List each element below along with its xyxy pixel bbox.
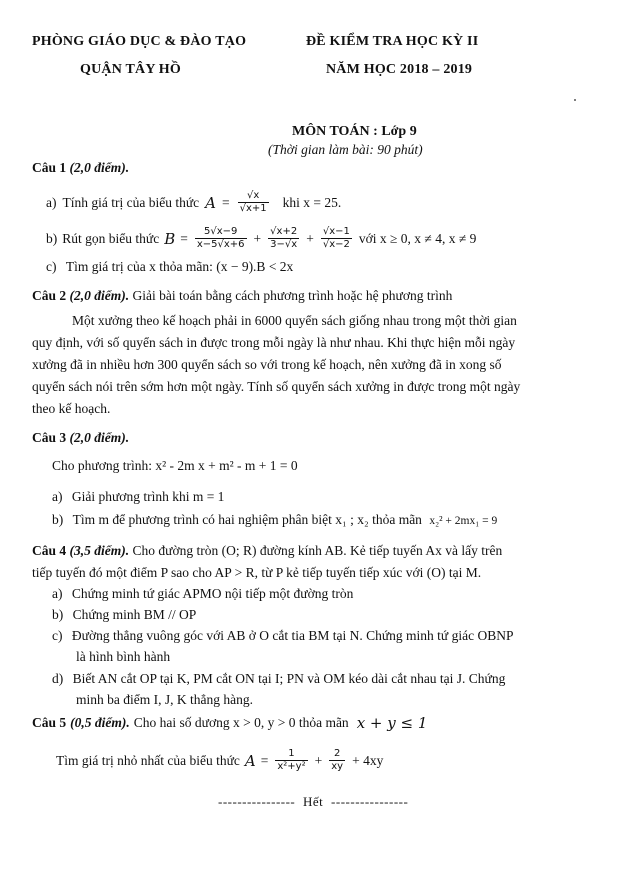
question-points: (3,5 điểm). — [69, 543, 130, 558]
school-year: NĂM HỌC 2018 – 2019 — [326, 62, 473, 77]
fraction-numerator: √x−1 — [322, 226, 350, 237]
item-text: Tìm giá trị của x thỏa mãn: (x − 9).B < 2x — [65, 259, 294, 274]
question-2-line: quy định, với số quyển sách in được trong mỗi ngày là như nhau. Khi thực hiện mỗi ngày — [32, 335, 516, 350]
question-title: Câu 3 — [32, 430, 67, 445]
question-4d-continued: minh ba điểm I, J, K thẳng hàng. — [76, 692, 253, 707]
fraction-denominator: 3−√x — [270, 239, 298, 250]
question-condition: x + y ≤ 1 — [356, 714, 428, 732]
question-4-intro-line: tiếp tuyến đó một điểm P sao cho AP > R, từ P kẻ tiếp tuyến tiếp xúc với (O) tại M. — [32, 565, 482, 580]
question-title: Câu 4 — [32, 543, 67, 558]
fraction — [195, 226, 247, 251]
fraction-numerator: 1 — [288, 748, 295, 759]
district-name: QUẬN TÂY HỒ — [80, 62, 181, 77]
question-2-line: xưởng đã in nhiều hơn 300 quyển sách so với trong kế hoạch, nên xưởng đã in xong số — [32, 357, 502, 372]
fraction-numerator: 5√x−9 — [203, 226, 238, 237]
item-label: c) — [46, 259, 57, 274]
item-text: Rút gọn biểu thức — [62, 230, 160, 246]
item-text: Tìm giá trị nhỏ nhất của biểu thức — [56, 752, 240, 768]
fraction — [268, 226, 299, 251]
plus-sign: + — [306, 230, 314, 246]
question-2-line: theo kế hoạch. — [32, 401, 111, 416]
equals-sign: = — [222, 194, 230, 210]
question-4a — [52, 586, 353, 602]
equals-sign: = — [180, 230, 188, 246]
plus-sign: + — [253, 230, 262, 246]
end-word: Hết — [303, 794, 324, 809]
speck-mark — [574, 99, 576, 101]
fraction — [321, 226, 352, 251]
department-name: PHÒNG GIÁO DỤC & ĐÀO TẠO — [32, 34, 247, 49]
item-text: Tìm m để phương trình có hai nghiệm phân biệt x₁ ; x₂ thỏa mãn — [72, 512, 422, 527]
item-label: d) — [52, 671, 64, 686]
item-label: b) — [46, 230, 58, 246]
fraction-denominator: xy — [331, 761, 344, 772]
question-2-line: quyển sách nói trên sớm hơn một ngày. Tính số quyển sách xưởng in được trong một ngày — [32, 379, 521, 394]
question-4b — [52, 607, 196, 623]
fraction — [275, 748, 307, 773]
fraction-denominator: √x−2 — [322, 239, 350, 250]
question-5-heading — [32, 714, 427, 732]
question-title: Câu 1 — [32, 160, 67, 175]
fraction-numerator: √x — [246, 190, 260, 201]
item-label: c) — [52, 628, 63, 643]
fraction — [329, 748, 345, 773]
subject-title: MÔN TOÁN : Lớp 9 — [292, 124, 417, 139]
item-condition: x₂² + 2mx₁ = 9 — [429, 515, 498, 527]
question-1b — [46, 226, 476, 251]
item-label: b) — [52, 512, 64, 527]
question-title: Câu 2 — [32, 288, 67, 303]
expression-tail: + 4xy — [352, 752, 384, 768]
question-points: (2,0 điểm). — [69, 288, 130, 303]
exam-duration: (Thời gian làm bài: 90 phút) — [268, 142, 423, 157]
question-4c — [52, 628, 513, 644]
question-4d — [52, 671, 505, 687]
question-3-equation: Cho phương trình: x² - 2m x + m² - m + 1 = 0 — [52, 458, 298, 473]
fraction-numerator: √x+2 — [270, 226, 298, 237]
question-2-line: Một xưởng theo kế hoạch phải in 6000 quyển sách giống nhau trong một thời gian — [72, 313, 517, 328]
item-text: Chứng minh BM // OP — [72, 607, 197, 622]
item-text: Biết AN cắt OP tại K, PM cắt ON tại I; PN và OM kéo dài cắt nhau tại J. Chứng — [72, 671, 506, 686]
question-points: (0,5 điểm). — [70, 715, 130, 730]
equals-sign: = — [260, 752, 269, 768]
math-variable: A — [205, 193, 216, 212]
question-intro: Cho hai số dương x > 0, y > 0 thỏa mãn — [133, 715, 349, 730]
question-4c-continued: là hình bình hành — [76, 649, 171, 664]
fraction-numerator: 2 — [333, 748, 341, 759]
end-marker — [218, 794, 408, 810]
math-variable: B — [164, 229, 176, 248]
item-label: a) — [52, 489, 63, 504]
question-3a — [52, 489, 224, 505]
question-4-heading — [32, 543, 502, 559]
item-label: a) — [46, 194, 57, 210]
question-intro: Giải bài toán bằng cách phương trình hoặc hệ phương trình — [132, 288, 453, 303]
fraction-denominator: x²+y² — [277, 761, 306, 772]
item-text: Giải phương trình khi m = 1 — [71, 489, 225, 504]
question-1a — [46, 190, 341, 215]
end-dashes-right: ---------------- — [331, 794, 409, 809]
fraction-denominator: √x+1 — [239, 203, 267, 214]
item-condition: khi x = 25. — [282, 194, 342, 210]
question-title: Câu 5 — [32, 715, 67, 730]
item-text: Đường thẳng vuông góc với AB ở O cắt tia BM tại N. Chứng minh tứ giác OBNP — [71, 628, 514, 643]
exam-title: ĐỀ KIỂM TRA HỌC KỲ II — [306, 34, 479, 49]
question-points: (2,0 điểm). — [69, 160, 130, 175]
question-2-heading — [32, 288, 452, 304]
item-label: a) — [52, 586, 63, 601]
item-condition: với x ≥ 0, x ≠ 4, x ≠ 9 — [358, 230, 477, 246]
end-dashes-left: ---------------- — [218, 794, 296, 809]
question-1c — [46, 259, 293, 275]
item-text: Tính giá trị của biểu thức — [62, 194, 200, 210]
plus-sign: + — [314, 752, 323, 768]
fraction — [238, 190, 269, 215]
question-1-heading — [32, 160, 129, 176]
fraction-denominator: x−5√x+6 — [196, 239, 245, 250]
question-3-heading — [32, 430, 129, 446]
item-label: b) — [52, 607, 64, 622]
question-3b — [52, 512, 497, 528]
item-text: Chứng minh tứ giác APMO nội tiếp một đường tròn — [71, 586, 354, 601]
math-variable: A — [244, 751, 256, 770]
question-points: (2,0 điểm). — [69, 430, 130, 445]
question-intro: Cho đường tròn (O; R) đường kính AB. Kẻ tiếp tuyến Ax và lấy trên — [132, 543, 503, 558]
question-5-task — [56, 748, 383, 773]
